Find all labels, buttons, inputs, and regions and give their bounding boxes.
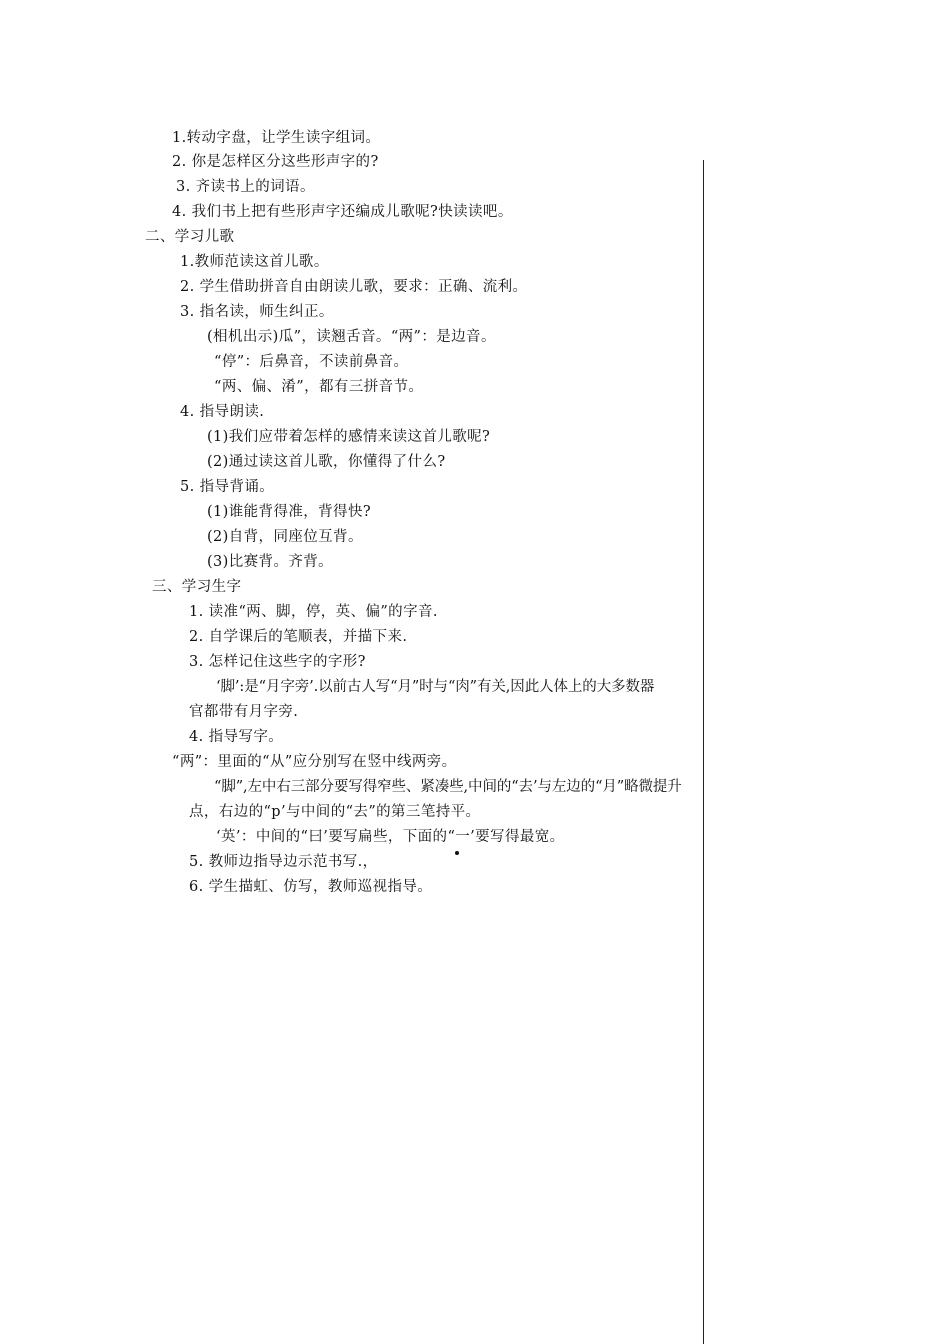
text-line: 3. 指名读，师生纠正。	[180, 304, 334, 320]
stray-dot	[455, 851, 459, 855]
text-line: (相机出示)瓜”，读翘舌音。“两”：是边音。	[207, 329, 496, 345]
text-line: 6. 学生描虹、仿写，教师巡视指导。	[189, 879, 433, 895]
text-line: “两、偏、淆”，都有三拼音节。	[214, 379, 424, 395]
text-line: ‘英’：中间的“曰’要写扁些，下面的“一’要写得最宽。	[216, 829, 565, 845]
text-line: 1. 读准“两、脚，停，英、偏”的字音.	[189, 604, 438, 620]
text-line: 1.转动字盘，让学生读字组词。	[172, 130, 381, 146]
text-line: 4. 指导写字。	[189, 729, 284, 745]
text-line: (3)比赛背。齐背。	[207, 554, 334, 570]
vertical-rule	[703, 160, 704, 1344]
text-line: 3. 齐读书上的词语。	[176, 179, 315, 195]
text-line: 2. 你是怎样区分这些形声字的?	[172, 154, 379, 170]
text-line: 官都带有月字旁.	[189, 704, 299, 720]
text-line: ‘脚’:是“月字旁’.以前古人写“月”时与“肉”有关,因此人体上的大多数器	[216, 679, 655, 695]
text-line: “两”：里面的“从”应分别写在竖中线两旁。	[172, 754, 457, 770]
text-line: (1)谁能背得准，背得快?	[207, 504, 372, 520]
text-line: 2. 自学课后的笔顺表，并描下来.	[189, 629, 408, 645]
text-line: 1.教师范读这首儿歌。	[180, 254, 329, 270]
text-line: 3. 怎样记住这些字的字形?	[189, 654, 366, 670]
text-line: “脚”,左中右三部分要写得窄些、紧凑些,中间的“去’与左边的“月”略微提升	[214, 779, 682, 795]
text-line: 点，右边的“p’与中间的“去”的第三笔持平。	[189, 804, 481, 820]
text-line: 5. 教师边指导边示范书写.，	[189, 854, 378, 870]
text-line: (1)我们应带着怎样的感情来读这首儿歌呢?	[207, 429, 491, 445]
section-heading: 二、学习儿歌	[145, 229, 235, 245]
text-line: 4. 我们书上把有些形声字还编成儿歌呢?快读读吧。	[172, 204, 513, 220]
section-heading: 三、学习生字	[152, 579, 242, 595]
text-line: 2. 学生借助拼音自由朗读儿歌，要求：正确、流利。	[180, 279, 528, 295]
text-line: (2)自背，同座位互背。	[207, 529, 363, 545]
text-line: 4. 指导朗读.	[180, 404, 265, 420]
text-line: (2)通过读这首儿歌，你懂得了什么?	[207, 454, 446, 470]
text-line: 5. 指导背诵。	[180, 479, 275, 495]
text-line: “停”：后鼻音，不读前鼻音。	[214, 354, 409, 370]
